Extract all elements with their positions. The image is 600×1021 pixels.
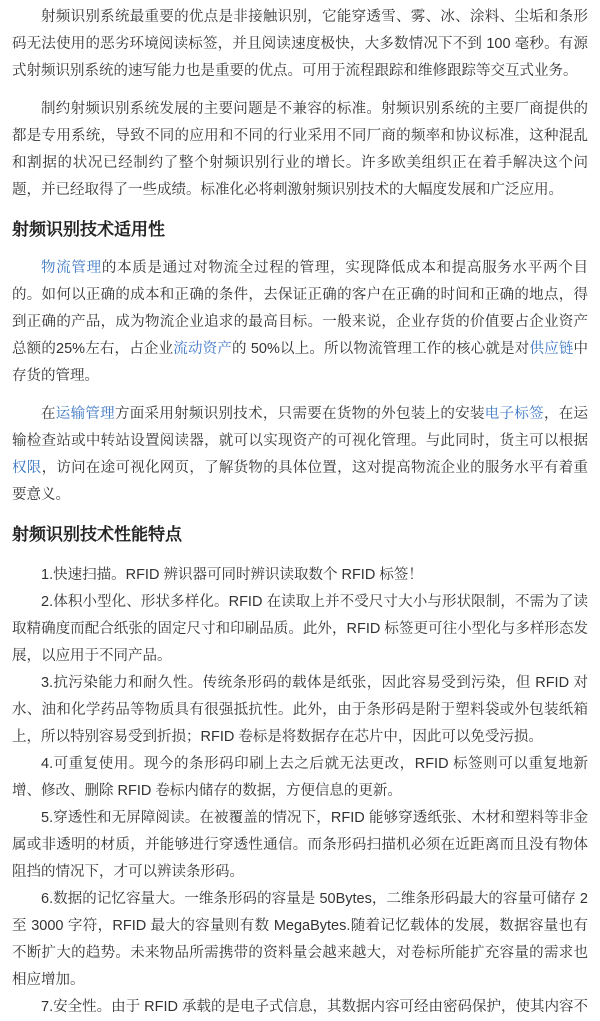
- paragraph-transport-management: [12, 401, 588, 509]
- text-segment: 制约射频识别系统发展的主要问题是不兼容的标准。射频识别系统的主要厂商提供的都是专用系统，导致不同的应用和不同的行业采用不同厂商的频率和协议标准，这种混乱和割据的状况已经制约了整个射频识别行业的增长。许多欧美组织正在着手解决这个问题，并已经取得了一些成绩。标准化必将刺激射频识别技术的大幅度发展和广泛应用。: [12, 101, 588, 198]
- text-segment: 的本质是通过对物流全过程的管理，实现降低成本和提高服务水平两个目的。如何以正确的成本和正确的条件，去保证正确的客户在正确的时间和正确的地点，得到正确的产品，成为物流企业追求的最高目标。一般来说，企业存货的价值要占企业资产总额的25%左右，占企业: [12, 260, 588, 357]
- text-segment: 5.穿透性和无屏障阅读。在被覆盖的情况下，RFID 能够穿透纸张、木材和塑料等非金属或非透明的材质，并能够进行穿透性通信。而条形码扫描机必须在近距离而且没有物体阻挡的情况下，才可以辨读条形码。: [12, 810, 588, 880]
- feature-item-security: [12, 994, 588, 1021]
- text-segment: ，访问在途可视化网页，了解货物的具体位置，这对提高物流企业的服务水平有着重要意义。: [12, 460, 589, 503]
- paragraph-standards-problem: [12, 96, 588, 204]
- electronic-tag-link[interactable]: 电子标签: [484, 406, 544, 422]
- feature-item-fast-scan: [12, 562, 588, 589]
- current-assets-link[interactable]: 流动资产: [173, 341, 232, 357]
- supply-chain-link[interactable]: 供应链: [529, 341, 574, 357]
- feature-item-penetration-reading: [12, 805, 588, 886]
- paragraph-logistics-management: [12, 255, 588, 390]
- text-segment: 2.体积小型化、形状多样化。RFID 在读取上并不受尺寸大小与形状限制，不需为了读取精确度而配合纸张的固定尺寸和印刷品质。此外，RFID 标签更可往小型化与多样形态发展，以应用于不同产品。: [12, 594, 588, 664]
- feature-list: [12, 562, 588, 1021]
- paragraph-rfid-advantages: [12, 4, 588, 85]
- feature-item-pollution-resistance: [12, 670, 588, 751]
- transport-management-link[interactable]: 运输管理: [55, 406, 115, 422]
- text-segment: 1.快速扫描。RFID 辨识器可同时辨识读取数个 RFID 标签！: [41, 567, 423, 583]
- section-heading-applicability: 射频识别技术适用性: [12, 220, 165, 239]
- feature-item-memory-capacity: [12, 886, 588, 994]
- text-segment: 的 50%以上。所以物流管理工作的核心就是对: [231, 341, 530, 357]
- feature-item-reusable: [12, 751, 588, 805]
- text-segment: 在: [41, 406, 56, 422]
- text-segment: 方面采用射频识别技术，只需要在货物的外包装上的安装: [114, 406, 485, 422]
- feature-item-miniaturization: [12, 589, 588, 670]
- text-segment: 4.可重复使用。现今的条形码印刷上去之后就无法更改，RFID 标签则可以重复地新增、修改、删除 RFID 卷标内储存的数据，方便信息的更新。: [12, 756, 588, 799]
- text-segment: 射频识别系统最重要的优点是非接触识别，它能穿透雪、雾、冰、涂料、尘垢和条形码无法使用的恶劣环境阅读标签，并且阅读速度极快，大多数情况下不到 100 毫秒。有源式射频识别系统的速写能力也是重要的优点。可用于流程跟踪和维修跟踪等交互式业务。: [12, 9, 588, 79]
- section-heading-performance-features: 射频识别技术性能特点: [12, 525, 182, 544]
- text-segment: ，在运输检查站或中转站设置阅读器，就可以实现资产的可视化管理。与此同时，货主可以根据: [12, 406, 589, 449]
- text-segment: 7.安全性。由于 RFID 承载的是电子式信息，其数据内容可经由密码保护，使其内容不: [41, 999, 588, 1015]
- text-segment: 中存货的管理。: [12, 341, 589, 384]
- text-segment: 3.抗污染能力和耐久性。传统条形码的载体是纸张，因此容易受到污染，但 RFID 对水、油和化学药品等物质具有很强抵抗性。此外，由于条形码是附于塑料袋或外包装纸箱上，所以特别容易受到折损；RFID 卷标是将数据存在芯片中，因此可以免受污损。: [12, 675, 588, 745]
- text-segment: 6.数据的记忆容量大。一维条形码的容量是 50Bytes，二维条形码最大的容量可储存 2 至 3000 字符，RFID 最大的容量则有数 MegaBytes.随着记忆载体的发展，数据容量也有不断扩大的趋势。未来物品所需携带的资料量会越来越大，对卷标所能扩充容量的需求也相应增加。: [12, 891, 588, 988]
- logistics-management-link[interactable]: 物流管理: [41, 260, 102, 276]
- permission-link[interactable]: 权限: [12, 460, 42, 476]
